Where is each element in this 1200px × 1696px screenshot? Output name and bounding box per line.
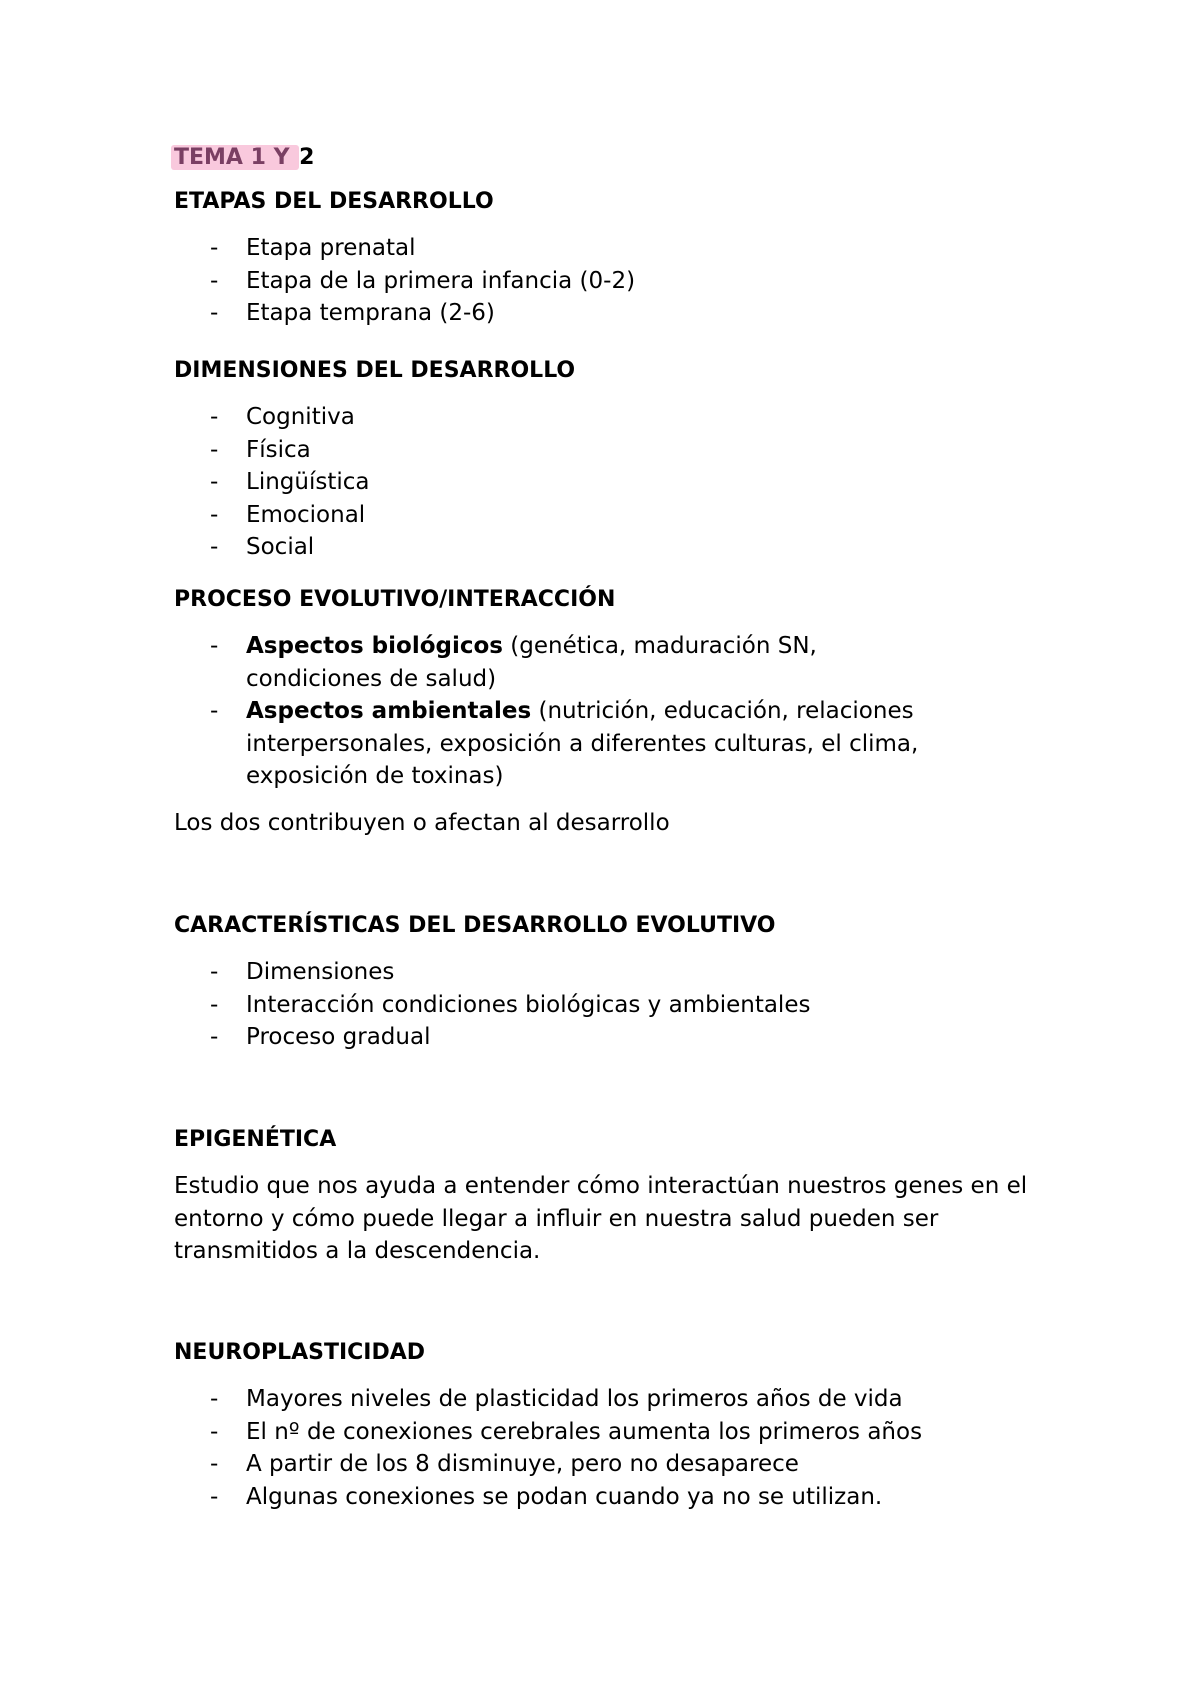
list-item: - Etapa temprana (2-6) xyxy=(174,297,1034,330)
list-item: - Dimensiones xyxy=(174,956,1034,989)
bullet-list xyxy=(174,401,1034,564)
section-note: Los dos contribuyen o afectan al desarrollo xyxy=(174,809,670,836)
list-item: - Cognitiva xyxy=(174,401,1034,434)
document-title xyxy=(174,142,314,174)
section-heading: DIMENSIONES DEL DESARROLLO xyxy=(174,358,576,383)
dash-bullet: - xyxy=(210,991,219,1018)
section-heading: PROCESO EVOLUTIVO/INTERACCIÓN xyxy=(174,587,616,612)
section-dimensiones xyxy=(174,355,1034,564)
list-item: - Interacción condiciones biológicas y ambientales xyxy=(174,989,1034,1022)
dash-bullet: - xyxy=(210,1386,219,1412)
section-heading: EPIGENÉTICA xyxy=(174,1127,337,1152)
dash-bullet: - xyxy=(210,1024,219,1050)
dash-bullet: - xyxy=(210,501,219,528)
dash-bullet: - xyxy=(210,469,219,495)
section-heading: ETAPAS DEL DESARROLLO xyxy=(174,189,494,214)
section-proceso xyxy=(174,584,1034,839)
list-item: - Aspectos biológicos (genética, maduración SN, condiciones de salud) xyxy=(174,630,934,695)
list-item: - Algunas conexiones se podan cuando ya no se utilizan. xyxy=(174,1481,1034,1514)
dash-bullet: - xyxy=(210,1418,219,1445)
list-item: - Proceso gradual xyxy=(174,1021,1034,1054)
section-caracteristicas xyxy=(174,910,1034,1054)
section-heading: CARACTERÍSTICAS DEL DESARROLLO EVOLUTIVO xyxy=(174,913,776,938)
dash-bullet: - xyxy=(210,235,219,261)
dash-bullet: - xyxy=(210,959,219,985)
section-heading: NEUROPLASTICIDAD xyxy=(174,1340,426,1365)
section-neuroplasticidad xyxy=(174,1337,1034,1513)
title-highlight: TEMA 1 Y xyxy=(171,145,299,170)
dash-bullet: - xyxy=(210,436,219,463)
bullet-list xyxy=(174,1383,1034,1513)
title-rest: 2 xyxy=(299,145,315,170)
bullet-list xyxy=(174,232,1034,330)
bullet-list xyxy=(174,630,934,793)
list-item: - El nº de conexiones cerebrales aumenta los primeros años xyxy=(174,1416,1034,1449)
section-paragraph: Estudio que nos ayuda a entender cómo interactúan nuestros genes en el entorno y cómo puede llegar a influir en nuestra salud pueden ser transmitidos a la descendencia. xyxy=(174,1173,1028,1264)
list-item: - Etapa de la primera infancia (0-2) xyxy=(174,265,1034,298)
list-item: - A partir de los 8 disminuye, pero no desaparece xyxy=(174,1448,1034,1481)
dash-bullet: - xyxy=(210,300,219,326)
dash-bullet: - xyxy=(210,633,219,659)
section-epigenetica xyxy=(174,1124,1034,1268)
list-item: - Aspectos ambientales (nutrición, educación, relaciones interpersonales, exposición a diferentes culturas, el clima, exposición de toxinas) xyxy=(174,695,934,793)
dash-bullet: - xyxy=(210,1483,219,1510)
dash-bullet: - xyxy=(210,404,219,430)
list-item: - Mayores niveles de plasticidad los primeros años de vida xyxy=(174,1383,1034,1416)
list-item: - Etapa prenatal xyxy=(174,232,1034,265)
dash-bullet: - xyxy=(210,534,219,560)
list-item: - Lingüística xyxy=(174,466,1034,499)
list-item: - Social xyxy=(174,531,1034,564)
dash-bullet: - xyxy=(210,698,219,724)
section-etapas xyxy=(174,186,1034,330)
list-item: - Emocional xyxy=(174,499,1034,532)
list-item: - Física xyxy=(174,434,1034,467)
dash-bullet: - xyxy=(210,267,219,294)
dash-bullet: - xyxy=(210,1451,219,1477)
bullet-list xyxy=(174,956,1034,1054)
